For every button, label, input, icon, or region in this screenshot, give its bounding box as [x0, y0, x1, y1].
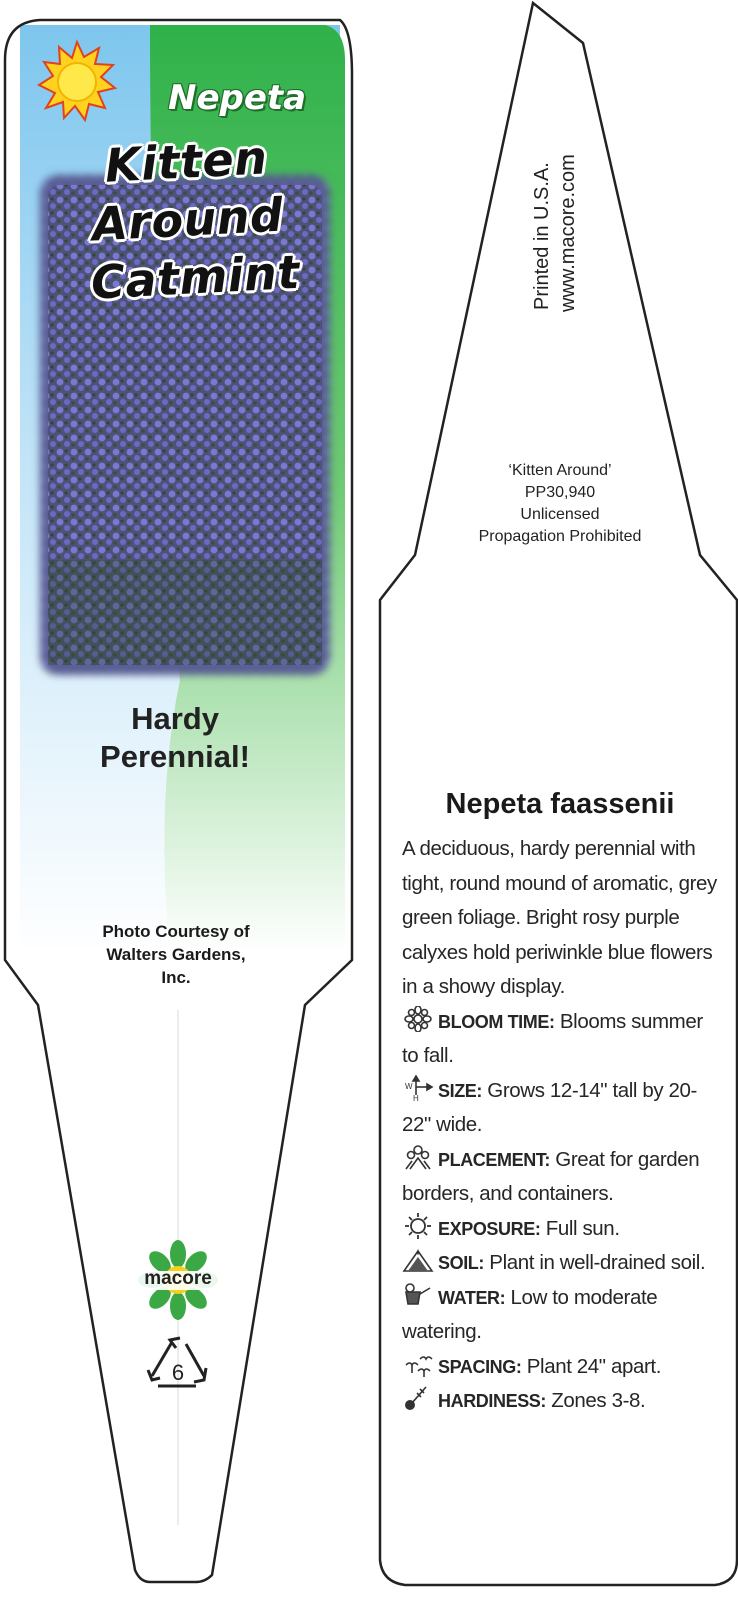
attribute-text: Low to moderate watering.	[402, 1285, 658, 1343]
attribute-text: Grows 12-14" tall by 20-22" wide.	[402, 1078, 697, 1136]
svg-text:H: H	[413, 1093, 419, 1101]
attribute-exposure	[402, 1212, 717, 1247]
printed-in: Printed in U.S.A.	[531, 162, 553, 310]
title-line: Kitten	[103, 130, 269, 193]
attribute-placement	[402, 1143, 717, 1212]
soil-icon	[402, 1247, 434, 1273]
attribute-label: SIZE:	[438, 1080, 483, 1101]
patent-line: PP30,940	[524, 484, 596, 501]
attribute-text: Plant in well-drained soil.	[484, 1251, 706, 1274]
hardiness-icon	[402, 1385, 434, 1411]
attribute-label: HARDINESS:	[438, 1391, 547, 1411]
hardy-line: Perennial!	[100, 739, 250, 774]
brand-name: macore	[144, 1268, 212, 1289]
placement-icon	[402, 1144, 434, 1170]
patent-line: Unlicensed	[520, 506, 600, 523]
attribute-text: Plant 24" apart.	[521, 1354, 661, 1378]
website: www.macore.com	[557, 154, 579, 312]
attribute-text: Full sun.	[540, 1216, 620, 1240]
patent-line: Propagation Prohibited	[478, 528, 642, 545]
attribute-soil	[402, 1246, 717, 1281]
water-icon	[402, 1282, 434, 1308]
svg-text:W: W	[405, 1081, 413, 1091]
hardy-line: Hardy	[131, 701, 219, 736]
attribute-label: SOIL:	[438, 1253, 484, 1273]
photo-courtesy	[60, 920, 292, 989]
attribute-label: PLACEMENT:	[438, 1149, 550, 1170]
attribute-text: Blooms summer to fall.	[402, 1009, 703, 1067]
species-name: Nepeta faassenii	[445, 788, 675, 820]
recycle-number: 6	[171, 1360, 185, 1385]
attribute-label: WATER:	[438, 1287, 506, 1308]
attribute-water	[402, 1281, 717, 1350]
attribute-spacing	[402, 1350, 717, 1385]
size-icon	[402, 1075, 434, 1101]
bloom-icon	[402, 1006, 434, 1032]
attribute-size	[402, 1074, 717, 1143]
attribute-hardiness	[402, 1384, 717, 1419]
attribute-text: Zones 3-8.	[546, 1389, 646, 1412]
exposure-icon	[402, 1213, 434, 1239]
courtesy-line: Photo Courtesy of	[102, 922, 250, 941]
cultivar-title	[89, 127, 302, 311]
attribute-text: Great for garden borders, and containers.	[402, 1147, 700, 1205]
patent-line: ‘Kitten Around’	[508, 462, 612, 479]
attribute-bloom	[402, 1005, 717, 1074]
courtesy-line: Walters Gardens,	[106, 945, 246, 964]
genus-title: Nepeta	[168, 78, 307, 118]
title-line: Catmint	[89, 244, 302, 310]
attribute-label: BLOOM TIME:	[438, 1011, 555, 1032]
plant-description	[402, 832, 717, 1419]
attribute-label: EXPOSURE:	[438, 1218, 541, 1239]
description-text: A deciduous, hardy perennial with tight, round mound of aromatic, grey green foliage. Bright rosy purple calyxes hold periwinkle blue flowers in a showy display.	[402, 837, 717, 998]
patent-info	[440, 460, 680, 548]
title-line: Around	[90, 187, 285, 252]
courtesy-line: Inc.	[161, 968, 191, 987]
spacing-icon	[402, 1351, 434, 1377]
attribute-label: SPACING:	[438, 1356, 522, 1377]
hardy-perennial	[60, 700, 290, 776]
